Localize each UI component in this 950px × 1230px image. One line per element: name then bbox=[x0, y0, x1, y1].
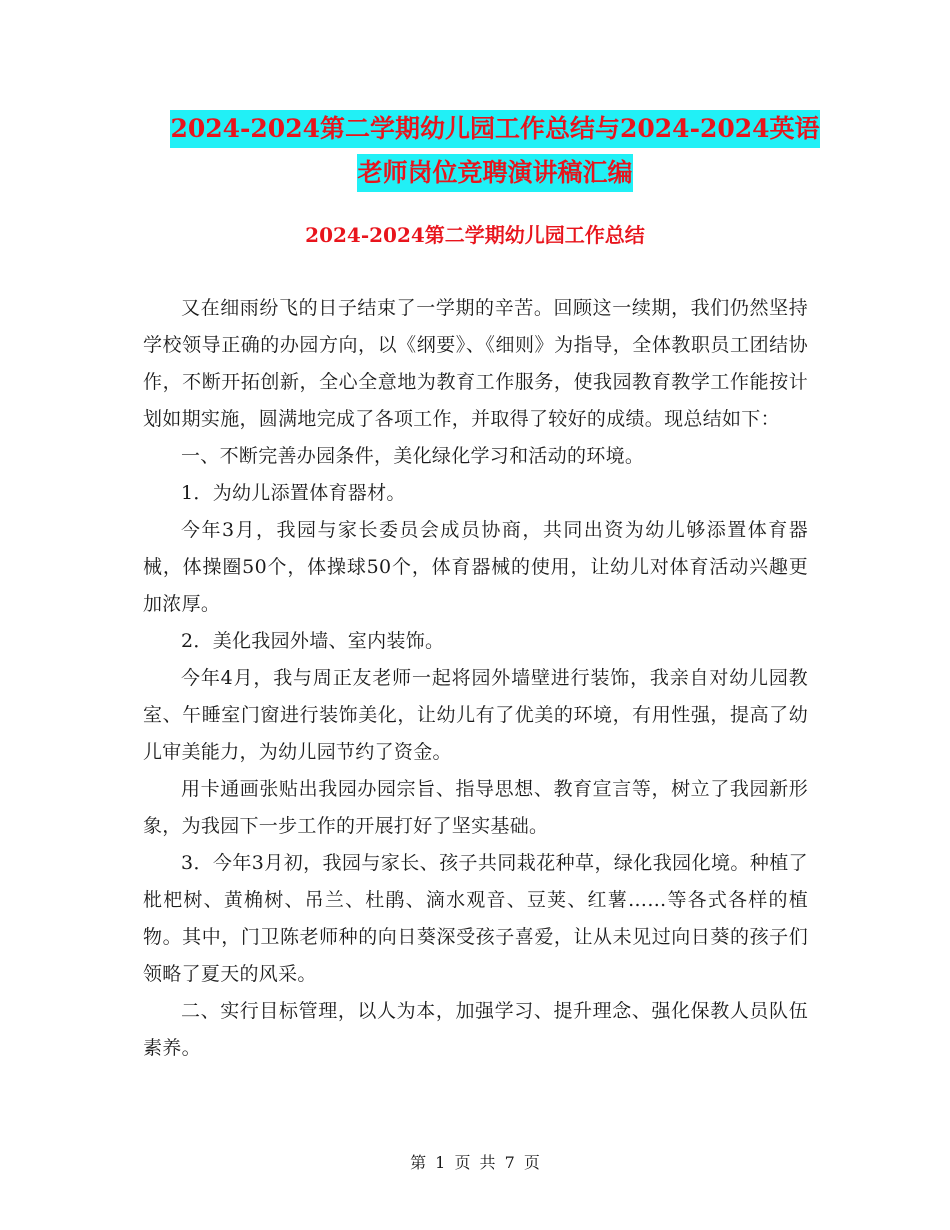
paragraph: 2．美化我园外墙、室内装饰。 bbox=[181, 630, 445, 652]
paragraph: 又在细雨纷飞的日子结束了一学期的辛苦。回顾这一续期，我们仍然坚持学校领导正确的办园方向，以《纲要》、《细则》为指导，全体教职员工团结协作，不断开拓创新，全心全意地为教育工作服务，使我园教育教学工作能按计划如期实施，圆满地完成了各项工作，并取得了较好的成绩。现总结如下： bbox=[143, 297, 808, 430]
paragraph: 3．今年3月初，我园与家长、孩子共同栽花种草，绿化我园化境。种植了枇杷树、黄桷树、吊兰、杜鹃、滴水观音、豆荚、红薯……等各式各样的植物。其中，门卫陈老师种的向日葵深受孩子喜爱，让从未见过向日葵的孩子们领略了夏天的风采。 bbox=[143, 852, 808, 985]
paragraph: 今年3月，我园与家长委员会成员协商，共同出资为幼儿够添置体育器械，体操圈50个，体操球50个，体育器械的使用，让幼儿对体育活动兴趣更加浓厚。 bbox=[143, 519, 808, 615]
title-highlight: 2024-2024第二学期幼儿园工作总结与2024-2024英语 bbox=[170, 110, 819, 148]
paragraph: 今年4月，我与周正友老师一起将园外墙壁进行装饰，我亲自对幼儿园教室、午睡室门窗进行装饰美化，让幼儿有了优美的环境，有用性强，提高了幼儿审美能力，为幼儿园节约了资金。 bbox=[143, 667, 808, 763]
document-title-line-1 bbox=[140, 116, 850, 141]
paragraph: 1．为幼儿添置体育器材。 bbox=[181, 482, 406, 504]
document-title-line-2 bbox=[140, 160, 850, 185]
paragraph: 用卡通画张贴出我园办园宗旨、指导思想、教育宣言等，树立了我园新形象，为我园下一步工作的开展打好了坚实基础。 bbox=[143, 778, 808, 837]
section-title: 2024-2024第二学期幼儿园工作总结 bbox=[305, 223, 645, 247]
paragraph: 一、不断完善办园条件，美化绿化学习和活动的环境。 bbox=[181, 445, 645, 467]
title-highlight: 老师岗位竞聘演讲稿汇编 bbox=[357, 154, 632, 192]
document-body bbox=[143, 290, 808, 1067]
paragraph: 二、实行目标管理，以人为本，加强学习、提升理念、强化保教人员队伍素养。 bbox=[143, 1000, 808, 1059]
page-number-footer: 第 1 页 共 7 页 bbox=[410, 1153, 540, 1172]
